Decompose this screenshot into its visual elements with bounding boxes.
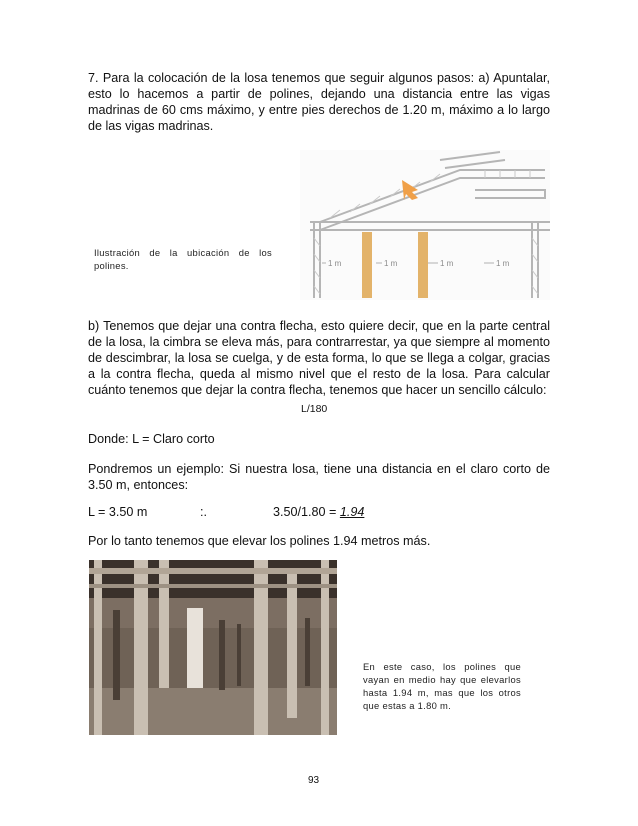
- shoring-photo: [89, 560, 337, 735]
- step-b-paragraph: b) Tenemos que dejar una contra flecha, esto quiere decir, que en la parte central de la losa, la cimbra se eleva más, para contrarrestar, ya que siempre al momento de descimbrar, la losa se cuelga, y de esta forma, lo que se llega a colgar, gracias a la contra flecha, queda al mismo nivel que el resto de la losa. Para calcular cuánto tenemos que dejar la contra flecha, tenemos que hacer un sencillo cálculo:: [88, 319, 550, 397]
- polines-illustration: [300, 150, 550, 300]
- post-right: [418, 232, 428, 298]
- formula: L/180: [301, 403, 328, 415]
- calc-left: L = 3.50 m: [88, 505, 148, 519]
- figure2-caption: En este caso, los polines que vayan en medio hay que elevarlos hasta 1.94 m, mas que los otros que estas a 1.80 m.: [363, 661, 521, 711]
- label-1m-d: 1 m: [496, 259, 510, 268]
- calc-line: [88, 504, 550, 520]
- post-left: [362, 232, 372, 298]
- page-number: 93: [308, 775, 320, 786]
- calc-therefore: :.: [200, 505, 207, 519]
- step7-paragraph: 7. Para la colocación de la losa tenemos que seguir algunos pasos: a) Apuntalar, esto lo hacemos a partir de polines, dejando una distancia entre las vigas madrinas de 60 cms máximo, y entre pies derechos de 1.20 m, máximo a lo largo de las vigas madrinas.: [88, 71, 550, 133]
- label-1m-b: 1 m: [384, 259, 398, 268]
- calc-result: 1.94: [339, 505, 365, 519]
- conclusion-line: Por lo tanto tenemos que elevar los polines 1.94 metros más.: [88, 534, 431, 548]
- example-paragraph: Pondremos un ejemplo: Si nuestra losa, tiene una distancia en el claro corto de 3.50 m, entonces:: [88, 462, 550, 492]
- label-1m-a: 1 m: [328, 259, 342, 268]
- calc-division: 3.50/1.80 =: [273, 505, 340, 519]
- figure1-caption: Ilustración de la ubicación de los polines.: [94, 247, 272, 271]
- donde-line: Donde: L = Claro corto: [88, 432, 215, 446]
- label-1m-c: 1 m: [440, 259, 454, 268]
